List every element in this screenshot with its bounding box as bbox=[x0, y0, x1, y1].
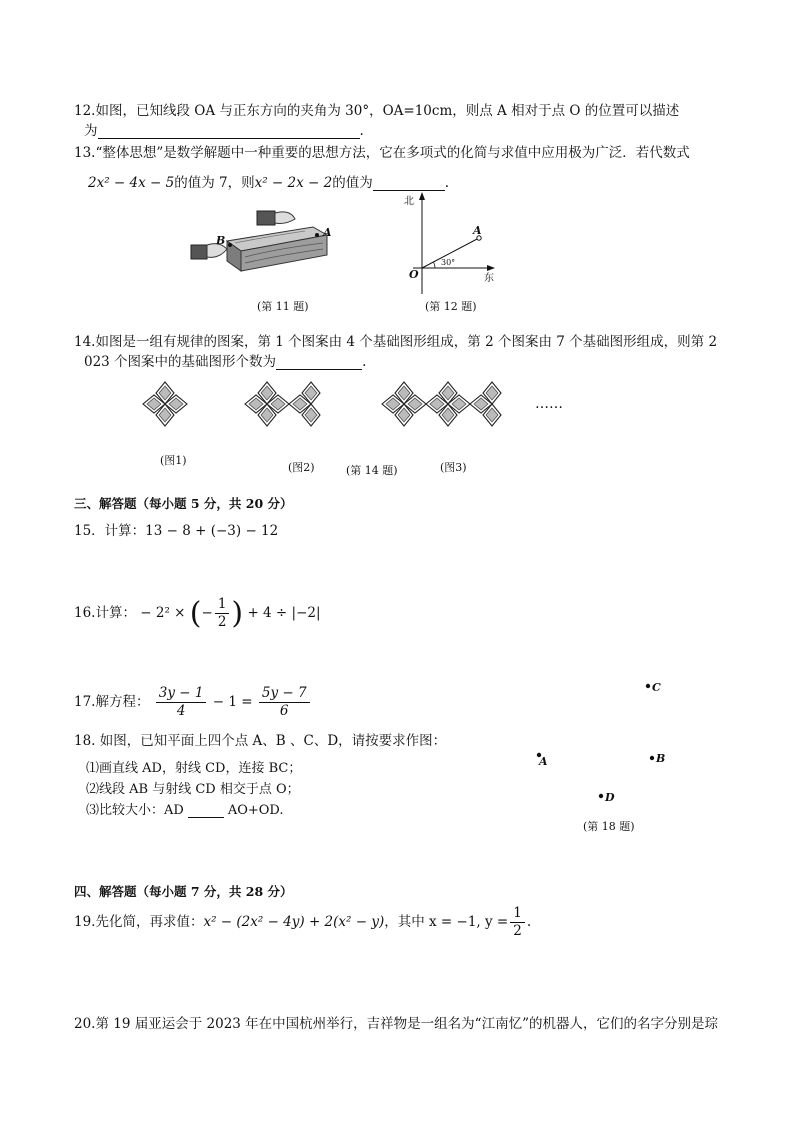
fig18-point-c bbox=[646, 684, 650, 688]
q12-suffix: . bbox=[359, 123, 364, 139]
fig11-hand-top bbox=[257, 211, 275, 225]
section-3-heading: 三、解答题（每小题 5 分，共 20 分） bbox=[74, 496, 293, 511]
fig14-pattern-1 bbox=[143, 382, 187, 426]
q18-item2: ⑵线段 AB 与射线 CD 相交于点 O； bbox=[86, 782, 300, 797]
fig14-caption-3: (图3) bbox=[440, 461, 467, 474]
fig14-pattern-2 bbox=[245, 382, 320, 426]
q18-answer-blank[interactable] bbox=[188, 803, 224, 818]
fig14-ellipsis: …… bbox=[535, 396, 563, 412]
section-4-heading: 四、解答题（每小题 7 分，共 28 分） bbox=[74, 884, 293, 899]
q15-text: 15．计算：13 − 8 + (−3) − 12 bbox=[74, 523, 279, 539]
q13-line1: 13.“整体思想”是数学解题中一种重要的思想方法，它在多项式的化简与求值中应用极为广泛．若代数式 bbox=[74, 145, 690, 161]
fig14-pattern-3 bbox=[382, 382, 501, 426]
fig12-point-label: A bbox=[473, 224, 482, 237]
q16-label: 16.计算： bbox=[74, 605, 136, 621]
q12-line2 bbox=[84, 119, 364, 139]
fig18-points bbox=[530, 680, 670, 820]
fig11-hand-left bbox=[191, 245, 207, 259]
fig12-east-label: 东 bbox=[484, 273, 494, 284]
q13-expr1: 2x² − 4x − 5 bbox=[88, 175, 175, 191]
fig11-caption: (第 11 题) bbox=[257, 300, 309, 313]
fig18-label-c: C bbox=[652, 681, 661, 694]
q19-expr: x² − (2x² − 4y) + 2(x² − y) bbox=[203, 914, 385, 930]
fig12-origin-label: O bbox=[409, 268, 419, 281]
q18-line1: 18. 如图，已知平面上四个点 A、B 、C、D，请按要求作图： bbox=[74, 733, 447, 749]
q13-expr2: x² − 2x − 2 bbox=[254, 175, 333, 191]
q20-text: 20.第 19 届亚运会于 2023 年在中国杭州举行，吉祥物是一组名为“江南忆”的机器人，它们的名字分别是琮 bbox=[74, 1016, 718, 1032]
q12-answer-blank[interactable] bbox=[98, 123, 360, 139]
q13-mid: 的值为 7，则 bbox=[174, 175, 255, 191]
q19-end: . bbox=[526, 914, 532, 930]
q17-fraction-1: $\frac{3y - 1}{4}$ bbox=[156, 685, 207, 720]
q18-item3-b: AO+OD. bbox=[227, 803, 284, 818]
q19-where: ，其中 x = −1, y = bbox=[384, 914, 509, 930]
q18-item1: ⑴画直线 AD，射线 CD，连接 BC； bbox=[86, 761, 302, 776]
q14-text: 023 个图案中的基础图形个数为 bbox=[84, 354, 277, 370]
q13-tail: 的值为 bbox=[332, 175, 373, 191]
fig18-point-d bbox=[599, 794, 603, 798]
q16: 16.计算： − 2² × (− $\frac{1}{2}$ ) + 4 ÷ |−2| bbox=[74, 596, 321, 631]
q14-end: . bbox=[362, 354, 367, 370]
fig11-label-b: B bbox=[216, 234, 226, 247]
fig18-point-b bbox=[650, 756, 654, 760]
fig14-caption-2: (图2) bbox=[288, 461, 315, 474]
fig14-caption-1: (图1) bbox=[160, 454, 187, 467]
q18-item3-a: ⑶比较大小：AD bbox=[86, 803, 184, 818]
q13-answer-blank[interactable] bbox=[373, 175, 445, 191]
q14-line1: 14.如图是一组有规律的图案，第 1 个图案由 4 个基础图形组成，第 2 个图案由 7 个基础图形组成，则第 2 bbox=[74, 334, 718, 350]
q16-fraction: $\frac{1}{2}$ bbox=[215, 596, 230, 631]
fig11-label-a: A bbox=[323, 226, 332, 239]
q17-label: 17.解方程： bbox=[74, 694, 150, 710]
fig18-label-d: D bbox=[605, 791, 615, 804]
fig18-label-a: A bbox=[539, 755, 548, 768]
fig11-illustration bbox=[185, 205, 335, 285]
fig18-caption: (第 18 题) bbox=[583, 820, 635, 833]
q19-label: 19.先化简，再求值： bbox=[74, 914, 204, 930]
q13-end: . bbox=[444, 175, 449, 191]
fig12-angle-label: 30° bbox=[441, 258, 456, 267]
q17-fraction-2: $\frac{5y - 7}{6}$ bbox=[259, 685, 310, 720]
q12-prefix: 为 bbox=[84, 123, 98, 139]
q17 bbox=[74, 685, 312, 720]
q14-line2 bbox=[84, 350, 366, 370]
fig12-north-label: 北 bbox=[404, 196, 414, 207]
fig18-label-b: B bbox=[656, 752, 666, 765]
fig14-patterns bbox=[130, 368, 530, 448]
q13-line2 bbox=[88, 171, 449, 191]
q16-pre: − 2² × bbox=[140, 605, 186, 621]
q19 bbox=[74, 905, 531, 940]
q19-fraction: $\frac{1}{2}$ bbox=[510, 905, 525, 940]
q17-mid: − 1 = bbox=[212, 694, 253, 710]
fig12-caption: (第 12 题) bbox=[425, 300, 477, 313]
q12-line1: 12.如图，已知线段 OA 与正东方向的夹角为 30°，OA=10cm，则点 A 相对于点 O 的位置可以描述 bbox=[74, 103, 680, 119]
fig14-caption-main: (第 14 题) bbox=[346, 464, 398, 477]
q16-post: + 4 ÷ |−2| bbox=[247, 605, 321, 621]
q18-item3 bbox=[86, 799, 284, 818]
